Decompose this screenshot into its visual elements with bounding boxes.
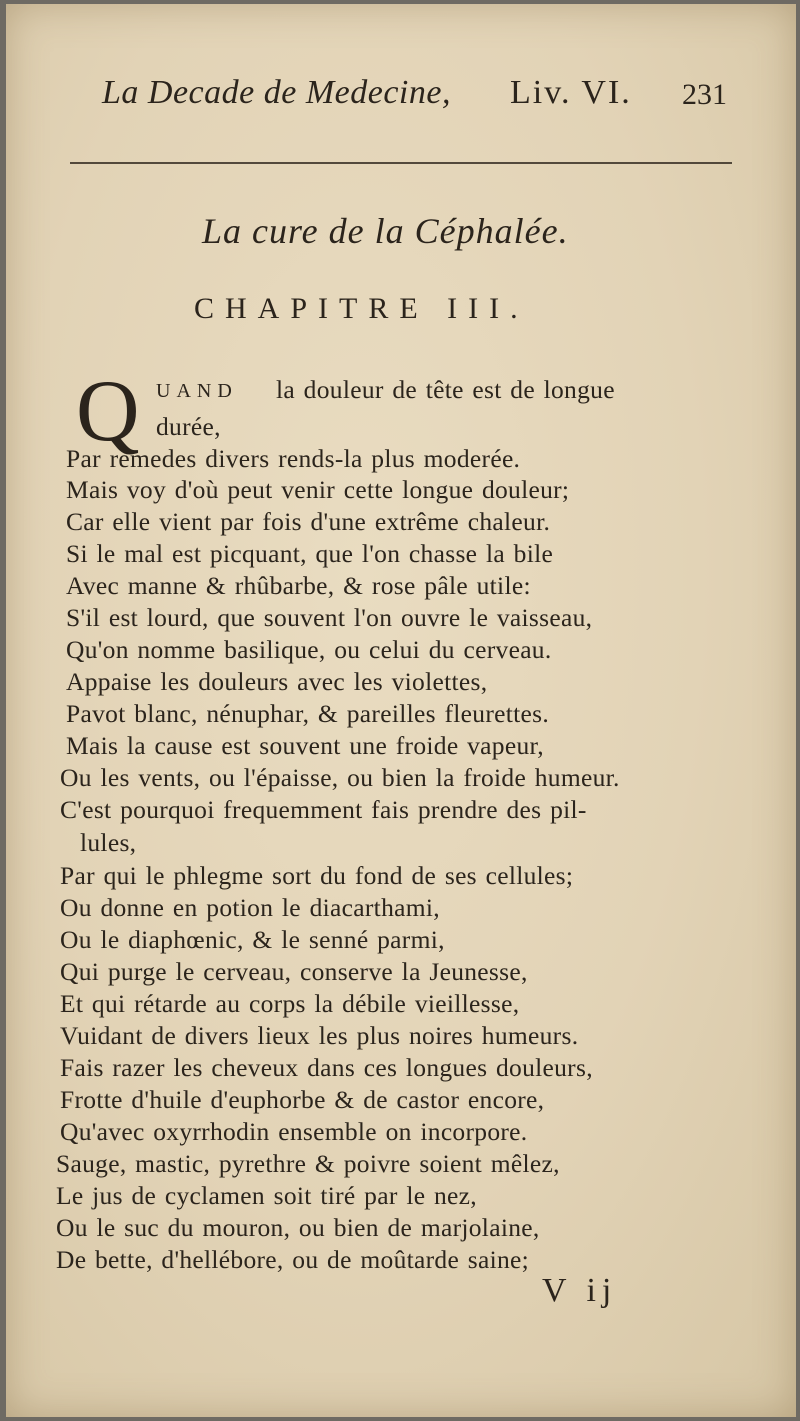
verse-line: Ou donne en potion le diacarthami, xyxy=(60,893,440,922)
verse-line: Sauge, mastic, pyrethre & poivre soient mêlez, xyxy=(56,1149,560,1178)
book-page xyxy=(6,4,796,1417)
verse-line: Car elle vient par fois d'une extrême chaleur. xyxy=(66,507,551,536)
verse-line: Ou les vents, ou l'épaisse, ou bien la froide humeur. xyxy=(60,763,620,792)
verse-line: Et qui rétarde au corps la débile vieillesse, xyxy=(60,989,520,1018)
page-number: 231 xyxy=(682,78,727,111)
opening-small-caps: UAND xyxy=(156,380,238,402)
verse-line: durée, xyxy=(156,412,221,441)
running-title: La Decade de Medecine, xyxy=(102,74,451,111)
verse-line: Qu'avec oxyrrhodin ensemble on incorpore. xyxy=(60,1117,528,1146)
verse-line: Ou le diaphœnic, & le senné parmi, xyxy=(60,925,445,954)
book-number: Liv. VI. xyxy=(510,74,632,111)
verse-line: Si le mal est picquant, que l'on chasse la bile xyxy=(66,539,554,568)
verse-line: Qui purge le cerveau, conserve la Jeunesse, xyxy=(60,957,528,986)
verse-line: Appaise les douleurs avec les violettes, xyxy=(66,667,488,696)
verse-line: Fais razer les cheveux dans ces longues douleurs, xyxy=(60,1053,593,1082)
verse-line: Ou le suc du mouron, ou bien de marjolaine, xyxy=(56,1213,540,1242)
verse-line: Par remedes divers rends-la plus moderée. xyxy=(66,444,521,473)
verse-line: De bette, d'hellébore, ou de moûtarde saine; xyxy=(56,1245,530,1274)
verse-line: C'est pourquoi frequemment fais prendre des pil- xyxy=(60,795,587,824)
signature-mark: V ij xyxy=(542,1272,618,1309)
verse-line: Frotte d'huile d'euphorbe & de castor encore, xyxy=(60,1085,545,1114)
verse-line: Mais voy d'où peut venir cette longue douleur; xyxy=(66,475,570,504)
verse-line: Mais la cause est souvent une froide vapeur, xyxy=(66,731,544,760)
verse-line: Vuidant de divers lieux les plus noires humeurs. xyxy=(60,1021,579,1050)
running-header xyxy=(102,74,742,128)
verse-line: lules, xyxy=(80,828,137,857)
verse-line: S'il est lourd, que souvent l'on ouvre le vaisseau, xyxy=(66,603,593,632)
verse-line: Qu'on nomme basilique, ou celui du cerveau. xyxy=(66,635,552,664)
opening-line: la douleur de tête est de longue xyxy=(276,375,615,404)
section-title: La cure de la Céphalée. xyxy=(202,211,569,251)
verse-line: Pavot blanc, nénuphar, & pareilles fleurettes. xyxy=(66,699,550,728)
verse-line: Par qui le phlegme sort du fond de ses cellules; xyxy=(60,861,574,890)
chapter-heading: CHAPITRE III. xyxy=(194,292,529,325)
verse-line: Avec manne & rhûbarbe, & rose pâle utile: xyxy=(66,571,531,600)
drop-cap: Q xyxy=(76,363,140,460)
header-rule xyxy=(70,162,732,164)
verse-line: Le jus de cyclamen soit tiré par le nez, xyxy=(56,1181,477,1210)
